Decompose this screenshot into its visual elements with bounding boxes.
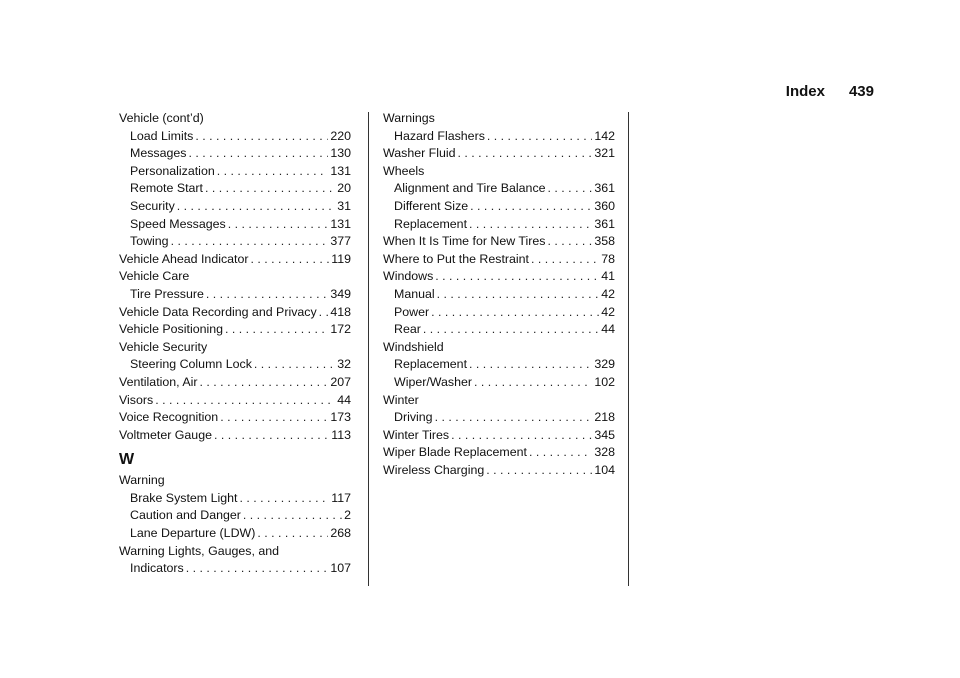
- index-entry: Wiper/Washer . . . 102: [383, 374, 615, 392]
- index-entry: Tire Pressure . . . 349: [119, 286, 351, 304]
- index-entry: Alignment and Tire Balance . . . 361: [383, 180, 615, 198]
- index-entry: Rear . . . 44: [383, 321, 615, 339]
- index-entry: Voice Recognition . . . 173: [119, 409, 351, 427]
- index-entry: Personalization . . . 131: [119, 163, 351, 181]
- index-heading: Warning Lights, Gauges, and: [119, 543, 280, 558]
- page-header: [786, 83, 874, 100]
- index-entry: Speed Messages . . . 131: [119, 216, 351, 234]
- index-heading: Wheels: [383, 163, 425, 178]
- index-entry: Load Limits . . . 220: [119, 128, 351, 146]
- index-entry: Vehicle Data Recording and Privacy . . . 418: [119, 304, 351, 322]
- index-entry: Remote Start . . . 20: [119, 180, 351, 198]
- index-entry: Messages . . . 130: [119, 145, 351, 163]
- index-entry: Different Size . . . 360: [383, 198, 615, 216]
- index-entry: Visors . . . 44: [119, 392, 351, 410]
- index-heading: Warnings: [383, 111, 435, 125]
- index-entry: Where to Put the Restraint . . . 78: [383, 251, 615, 269]
- index-entry: Replacement . . . 329: [383, 356, 615, 374]
- index-entry: Security . . . 31: [119, 198, 351, 216]
- index-entry: Vehicle Ahead Indicator . . . 119: [119, 251, 351, 269]
- index-heading: Windshield: [383, 339, 444, 354]
- index-heading: Winter: [383, 392, 419, 407]
- index-entry: Lane Departure (LDW) . . . 268: [119, 525, 351, 543]
- index-entry: Power . . . 42: [383, 304, 615, 322]
- index-entry: Replacement . . . 361: [383, 216, 615, 234]
- index-entry: When It Is Time for New Tires . . . 358: [383, 233, 615, 251]
- index-entry: Ventilation, Air . . . 207: [119, 374, 351, 392]
- index-entry: Wireless Charging . . . 104: [383, 462, 615, 480]
- index-heading: Vehicle (cont’d): [119, 111, 204, 125]
- index-entry: Brake System Light . . . 117: [119, 490, 351, 508]
- page-number: 439: [848, 83, 874, 100]
- index-entry: Windows . . . 41: [383, 268, 615, 286]
- index-entry: Wiper Blade Replacement . . . 328: [383, 444, 615, 462]
- index-column-2: [383, 110, 615, 479]
- section-title: Index: [785, 83, 825, 100]
- index-column-1: [119, 110, 351, 578]
- index-entry: Steering Column Lock . . . 32: [119, 356, 351, 374]
- index-entry: Washer Fluid . . . 321: [383, 145, 615, 163]
- index-entry: Manual . . . 42: [383, 286, 615, 304]
- index-heading: Warning: [119, 473, 165, 488]
- index-entry: Caution and Danger . . . 2: [119, 507, 351, 525]
- section-letter: W: [119, 451, 135, 469]
- index-entry: Indicators . . . 107: [119, 560, 351, 578]
- index-entry: Hazard Flashers . . . 142: [383, 128, 615, 146]
- index-entry: Driving . . . 218: [383, 409, 615, 427]
- column-divider: [368, 112, 369, 586]
- index-heading: Vehicle Security: [119, 339, 208, 354]
- index-entry: Towing . . . 377: [119, 233, 351, 251]
- index-heading: Vehicle Care: [119, 269, 190, 284]
- index-entry: Voltmeter Gauge . . . 113: [119, 427, 351, 445]
- index-entry: Vehicle Positioning . . . 172: [119, 321, 351, 339]
- index-entry: Winter Tires . . . 345: [383, 427, 615, 445]
- column-divider: [628, 112, 629, 586]
